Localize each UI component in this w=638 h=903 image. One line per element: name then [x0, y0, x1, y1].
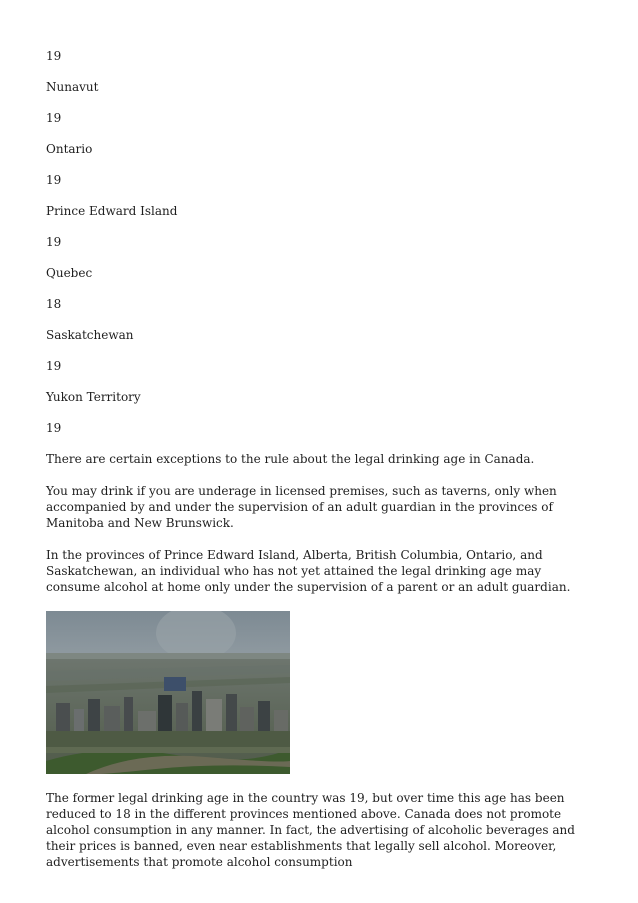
- list-item: 19: [46, 421, 62, 435]
- list-item: 19: [46, 359, 62, 373]
- list-item: 19: [46, 111, 62, 125]
- list-item: Yukon Territory: [46, 390, 141, 404]
- city-skyline-illustration: [46, 611, 290, 774]
- paragraph-former-age: The former legal drinking age in the country was 19, but over time this age has been reduced to 18 in the different provinces mentioned above. Canada does not promote alcohol consumption in any manner. In fact, the advertising of alcoholic beverages and their prices is banned, even near establishments that legally sell alcohol. Moreover, advertisements that promote alcohol consumption: [46, 791, 575, 869]
- list-item: Prince Edward Island: [46, 204, 178, 218]
- list-item: Quebec: [46, 266, 93, 280]
- paragraph-provinces: In the provinces of Prince Edward Island, Alberta, British Columbia, Ontario, and Saskatchewan, an individual who has not yet attained the legal drinking age may consume alcohol at home only under the supervision of a parent or an adult guardian.: [46, 548, 571, 594]
- list-item: Nunavut: [46, 80, 99, 94]
- list-item: 19: [46, 173, 62, 187]
- paragraph-manitoba: You may drink if you are underage in licensed premises, such as taverns, only when accompanied by and under the supervision of an adult guardian in the provinces of Manitoba and New Brunswick.: [46, 484, 557, 530]
- list-item: Saskatchewan: [46, 328, 134, 342]
- document-page: [46, 48, 598, 886]
- list-item: 19: [46, 49, 62, 63]
- list-item: Ontario: [46, 142, 93, 156]
- list-item: 19: [46, 235, 62, 249]
- city-aerial-photo: [46, 611, 290, 774]
- list-item: 18: [46, 297, 62, 311]
- paragraph-exceptions: There are certain exceptions to the rule about the legal drinking age in Canada.: [46, 452, 535, 466]
